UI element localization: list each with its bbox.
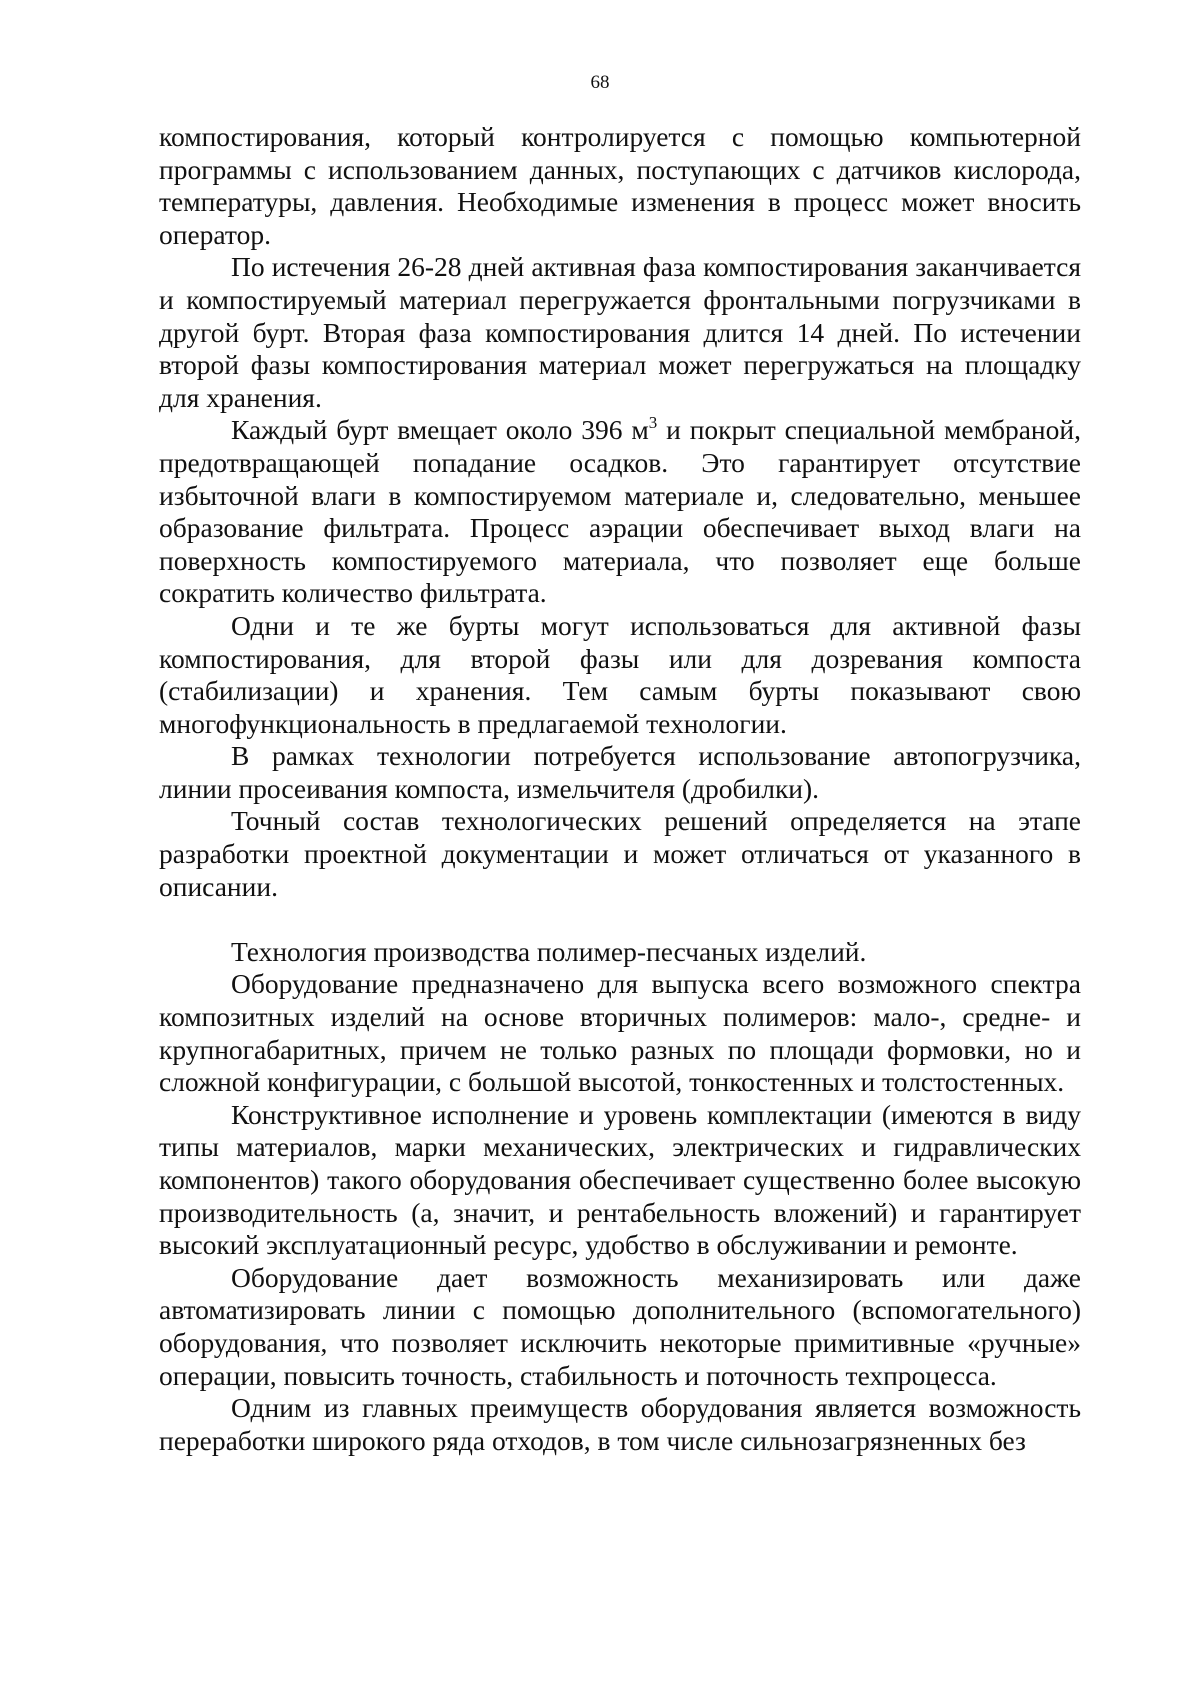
paragraph-equipment-purpose: Оборудование предназначено для выпуска всего возможного спектра композитных изделий на основе вторичных полимеров: мало-, средне- и крупногабаритных, причем не только разных по площади формовки, но и сложной конфигурации, с большой высотой, тонкостенных и толстостенных. [159, 968, 1081, 1098]
paragraph-continuation: компостирования, который контролируется с помощью компьютерной программы с использованием данных, поступающих с датчиков кислорода, температуры, давления. Необходимые изменения в процесс может вносить оператор. [159, 121, 1081, 250]
section-heading: Технология производства полимер-песчаных изделий. [231, 935, 867, 967]
cubic-superscript: 3 [648, 413, 658, 433]
blank-line [159, 903, 1081, 936]
pile-volume-text: Каждый бурт вмещает около 396 м [231, 414, 649, 446]
paragraph-equipment-needed: В рамках технологии потребуется использование автопогрузчика, линии просеивания компоста, измельчителя (дробилки). [159, 740, 1081, 804]
paragraph-design: Конструктивное исполнение и уровень комплектации (имеются в виду типы материалов, марки механических, электрических и гидравлических компонентов) такого оборудования обеспечивает существенно более высокую производительность (а, значит, и рентабельность вложений) и гарантирует высокий эксплуатационный ресурс, удобство в обслуживании и ремонте. [159, 1098, 1081, 1261]
page-number: 68 [590, 72, 610, 93]
paragraph-multifunctional-piles: Одни и те же бурты могут использоваться для активной фазы компостирования, для второй фазы или для дозревания компоста (стабилизации) и хранения. Тем самым бурты показывают свою многофункциональность в предлагаемой технологии. [159, 609, 1081, 739]
document-body [159, 121, 1081, 1457]
paragraph-advantages: Одним из главных преимуществ оборудования является возможность переработки широкого ряда отходов, в том числе сильнозагрязненных без [159, 1392, 1081, 1456]
paragraph-pile-volume [159, 414, 1081, 610]
pile-volume-rest: и покрыт специальной мембраной, предотвращающей попадание осадков. Это гарантирует отсутствие избыточной влаги в компостируемом материале и, следовательно, меньшее образование фильтрата. Процесс аэрации обеспечивает выход влаги на поверхность компостируемого материала, что позволяет еще больше сократить количество фильтрата. [159, 414, 1081, 609]
paragraph-exact-composition: Точный состав технологических решений определяется на этапе разработки проектной документации и может отличаться от указанного в описании. [159, 805, 1081, 902]
paragraph-active-phase: По истечения 26-28 дней активная фаза компостирования заканчивается и компостируемый материал перегружается фронтальными погрузчиками в другой бурт. Вторая фаза компостирования длится 14 дней. По истечении второй фазы компостирования материал может перегружаться на площадку для хранения. [159, 251, 1081, 413]
paragraph-automation: Оборудование дает возможность механизировать или даже автоматизировать линии с помощью дополнительного (вспомогательного) оборудования, что позволяет исключить некоторые примитивные «ручные» операции, повысить точность, стабильность и поточность техпроцесса. [159, 1261, 1081, 1391]
